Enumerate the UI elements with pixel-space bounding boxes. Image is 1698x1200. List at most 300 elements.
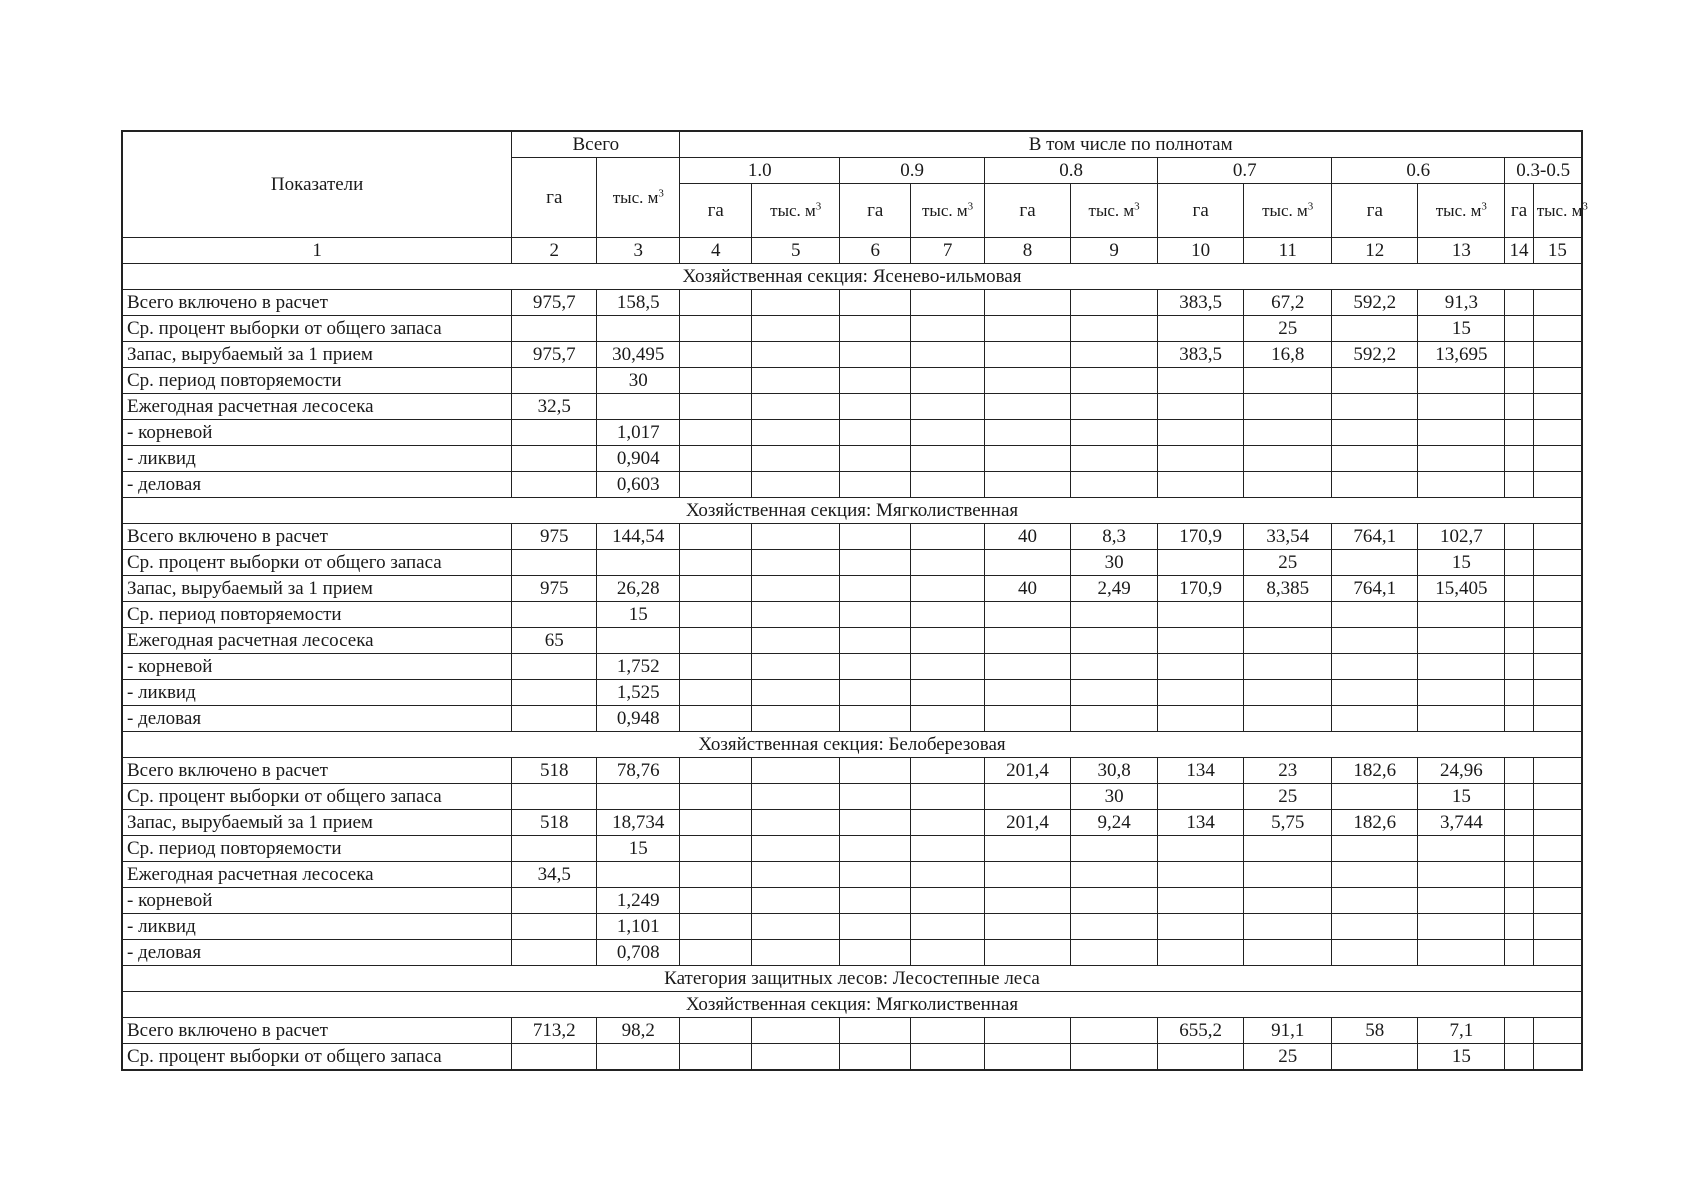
table-cell (1071, 862, 1158, 888)
density-header: 1.0 (680, 158, 840, 184)
table-cell: 16,8 (1244, 342, 1332, 368)
table-cell (1071, 394, 1158, 420)
table-cell (680, 394, 752, 420)
table-row (122, 784, 1582, 810)
row-label: Всего включено в расчет (122, 290, 512, 316)
table-cell (911, 394, 985, 420)
table-cell (911, 472, 985, 498)
table-cell (1505, 576, 1533, 602)
table-row (122, 628, 1582, 654)
table-cell (985, 472, 1071, 498)
table-cell: 91,3 (1418, 290, 1505, 316)
table-cell (1332, 602, 1418, 628)
table-cell (1418, 394, 1505, 420)
table-cell (1332, 706, 1418, 732)
table-row (122, 290, 1582, 316)
table-cell: 1,249 (597, 888, 680, 914)
table-cell (680, 576, 752, 602)
table-row (122, 420, 1582, 446)
table-cell (1071, 420, 1158, 446)
table-cell (911, 836, 985, 862)
table-cell: 9,24 (1071, 810, 1158, 836)
row-label: Запас, вырубаемый за 1 прием (122, 342, 512, 368)
table-cell (680, 602, 752, 628)
table-cell: 98,2 (597, 1018, 680, 1044)
table-cell: 1,101 (597, 914, 680, 940)
table-cell (911, 550, 985, 576)
row-label: - ликвид (122, 680, 512, 706)
table-cell: 34,5 (512, 862, 597, 888)
table-cell (1332, 836, 1418, 862)
table-row (122, 810, 1582, 836)
table-row (122, 394, 1582, 420)
table-cell (1244, 888, 1332, 914)
table-cell (597, 628, 680, 654)
table-cell (1505, 420, 1533, 446)
table-cell (1158, 784, 1244, 810)
table-cell (680, 316, 752, 342)
table-cell: 592,2 (1332, 290, 1418, 316)
table-cell (752, 810, 840, 836)
table-cell (1158, 394, 1244, 420)
table-cell (1533, 706, 1582, 732)
table-cell (597, 784, 680, 810)
row-label: - деловая (122, 940, 512, 966)
table-cell (512, 914, 597, 940)
table-cell (1505, 758, 1533, 784)
table-cell (1505, 862, 1533, 888)
table-cell (1332, 446, 1418, 472)
table-cell (752, 290, 840, 316)
table-cell (1071, 368, 1158, 394)
table-cell (512, 602, 597, 628)
table-cell (1244, 654, 1332, 680)
table-cell (752, 888, 840, 914)
table-cell: 1,017 (597, 420, 680, 446)
table-cell (840, 914, 911, 940)
table-cell (840, 1044, 911, 1071)
table-cell (911, 576, 985, 602)
volume-header: тыс. $м^3$ (1533, 184, 1582, 238)
table-cell (1418, 862, 1505, 888)
table-cell (1505, 316, 1533, 342)
felling-calculation-table (121, 130, 1588, 1071)
table-cell (840, 706, 911, 732)
table-row (122, 862, 1582, 888)
table-cell: 8,385 (1244, 576, 1332, 602)
table-cell (512, 368, 597, 394)
table-cell: 58 (1332, 1018, 1418, 1044)
table-cell (840, 524, 911, 550)
table-cell (1533, 576, 1582, 602)
table-cell (680, 940, 752, 966)
table-cell (1533, 602, 1582, 628)
table-cell: 0,904 (597, 446, 680, 472)
row-label: - деловая (122, 706, 512, 732)
row-label: Всего включено в расчет (122, 758, 512, 784)
table-cell (1158, 1044, 1244, 1071)
table-cell (840, 342, 911, 368)
volume-header: тыс. $м^3$ (1418, 184, 1505, 238)
table-cell (1332, 394, 1418, 420)
table-cell (1071, 914, 1158, 940)
table-cell (752, 784, 840, 810)
table-cell (1244, 706, 1332, 732)
table-cell (752, 368, 840, 394)
table-cell: 518 (512, 758, 597, 784)
table-cell (985, 290, 1071, 316)
table-row (122, 472, 1582, 498)
table-cell (911, 316, 985, 342)
table-cell (911, 1044, 985, 1071)
table-cell (1418, 472, 1505, 498)
table-cell: 201,4 (985, 810, 1071, 836)
table-cell (911, 914, 985, 940)
table-cell (512, 888, 597, 914)
density-header: 0.7 (1158, 158, 1332, 184)
table-cell (1418, 602, 1505, 628)
table-row (122, 1018, 1582, 1044)
table-cell (680, 706, 752, 732)
table-cell (680, 784, 752, 810)
table-cell (752, 524, 840, 550)
table-cell: 40 (985, 576, 1071, 602)
table-cell (752, 342, 840, 368)
table-cell (1418, 680, 1505, 706)
table-cell (985, 446, 1071, 472)
table-cell (840, 940, 911, 966)
table-cell (1533, 524, 1582, 550)
table-cell (1505, 446, 1533, 472)
table-cell: 33,54 (1244, 524, 1332, 550)
table-cell: 13,695 (1418, 342, 1505, 368)
table-cell: 30 (597, 368, 680, 394)
table-cell: 201,4 (985, 758, 1071, 784)
table-cell (1533, 784, 1582, 810)
ha-header: га (1505, 184, 1533, 238)
table-cell: 975 (512, 524, 597, 550)
table-row (122, 602, 1582, 628)
table-cell (1505, 810, 1533, 836)
table-row (122, 524, 1582, 550)
column-number: 5 (752, 238, 840, 264)
row-label: Запас, вырубаемый за 1 прием (122, 810, 512, 836)
table-cell (680, 342, 752, 368)
volume-header: тыс. $м^3$ (752, 184, 840, 238)
volume-header: тыс. $м^3$ (1244, 184, 1332, 238)
row-label: Ежегодная расчетная лесосека (122, 394, 512, 420)
table-cell (1418, 888, 1505, 914)
table-cell (1071, 836, 1158, 862)
table-cell (911, 342, 985, 368)
total-volume-header: тыс. $м^3$ (597, 158, 680, 238)
table-cell (911, 368, 985, 394)
table-cell: 182,6 (1332, 758, 1418, 784)
table-cell (1533, 290, 1582, 316)
table-cell (840, 290, 911, 316)
row-label: - корневой (122, 420, 512, 446)
table-cell (840, 888, 911, 914)
table-cell (985, 1018, 1071, 1044)
table-cell (1332, 862, 1418, 888)
table-cell (985, 680, 1071, 706)
table-cell (911, 446, 985, 472)
table-cell (1505, 940, 1533, 966)
table-cell (1244, 836, 1332, 862)
table-cell: 30 (1071, 550, 1158, 576)
column-number: 13 (1418, 238, 1505, 264)
table-cell (680, 368, 752, 394)
ha-header: га (985, 184, 1071, 238)
density-header: 0.8 (985, 158, 1158, 184)
table-cell (985, 836, 1071, 862)
row-label: - корневой (122, 888, 512, 914)
table-cell (1158, 836, 1244, 862)
density-header: 0.6 (1332, 158, 1505, 184)
table-cell (1505, 290, 1533, 316)
table-cell (1418, 914, 1505, 940)
table-cell (1505, 888, 1533, 914)
table-cell (840, 836, 911, 862)
table-cell: 23 (1244, 758, 1332, 784)
table-cell (752, 394, 840, 420)
table-cell (1418, 628, 1505, 654)
column-number: 6 (840, 238, 911, 264)
table-cell (597, 316, 680, 342)
row-label: Запас, вырубаемый за 1 прием (122, 576, 512, 602)
table-cell (680, 446, 752, 472)
table-cell (840, 550, 911, 576)
column-number: 10 (1158, 238, 1244, 264)
table-cell (840, 446, 911, 472)
table-row (122, 550, 1582, 576)
table-cell (1158, 914, 1244, 940)
table-cell (1244, 446, 1332, 472)
table-cell (1071, 602, 1158, 628)
column-number: 14 (1505, 238, 1533, 264)
table-cell (680, 836, 752, 862)
table-cell (512, 472, 597, 498)
table-row (122, 342, 1582, 368)
table-cell (680, 680, 752, 706)
table-cell: 15 (597, 836, 680, 862)
table-cell (1158, 316, 1244, 342)
table-cell (911, 810, 985, 836)
column-number: 9 (1071, 238, 1158, 264)
table-cell (752, 1044, 840, 1071)
table-cell (840, 628, 911, 654)
table-cell (1071, 446, 1158, 472)
table-cell: 518 (512, 810, 597, 836)
table-cell (1505, 628, 1533, 654)
table-row (122, 940, 1582, 966)
table-cell: 18,734 (597, 810, 680, 836)
table-cell (752, 758, 840, 784)
table-cell: 15 (1418, 784, 1505, 810)
table-cell (1418, 654, 1505, 680)
table-cell (1071, 472, 1158, 498)
table-cell (680, 810, 752, 836)
table-cell (1418, 446, 1505, 472)
total-ha-header: га (512, 158, 597, 238)
table-cell (985, 706, 1071, 732)
table-cell: 170,9 (1158, 576, 1244, 602)
table-cell (752, 654, 840, 680)
table-cell: 134 (1158, 758, 1244, 784)
table-cell (985, 888, 1071, 914)
table-cell: 30,8 (1071, 758, 1158, 784)
row-label: - корневой (122, 654, 512, 680)
table-row (122, 914, 1582, 940)
section-title: Хозяйственная секция: Мягколиственная (122, 498, 1582, 524)
table-cell (680, 290, 752, 316)
table-cell (680, 472, 752, 498)
table-cell: 144,54 (597, 524, 680, 550)
table-cell (1158, 420, 1244, 446)
table-cell: 15 (597, 602, 680, 628)
table-cell (1158, 550, 1244, 576)
table-cell (1158, 472, 1244, 498)
table-cell (1158, 446, 1244, 472)
section-title: Хозяйственная секция: Белоберезовая (122, 732, 1582, 758)
table-cell: 15 (1418, 550, 1505, 576)
table-cell (840, 862, 911, 888)
table-cell (1244, 628, 1332, 654)
table-cell (512, 836, 597, 862)
forest-table-sheet (121, 130, 1588, 1071)
table-cell (985, 602, 1071, 628)
table-row (122, 576, 1582, 602)
table-cell (512, 784, 597, 810)
table-cell: 91,1 (1244, 1018, 1332, 1044)
section-title: Хозяйственная секция: Мягколиственная (122, 992, 1582, 1018)
volume-header: тыс. $м^3$ (1071, 184, 1158, 238)
table-cell (1533, 888, 1582, 914)
table-cell (512, 420, 597, 446)
table-cell (680, 758, 752, 784)
table-body (122, 264, 1582, 1071)
table-row (122, 1044, 1582, 1071)
table-cell (1505, 706, 1533, 732)
table-cell (680, 862, 752, 888)
table-cell (840, 784, 911, 810)
table-cell (1158, 940, 1244, 966)
table-cell (1071, 888, 1158, 914)
row-label: Ср. процент выборки от общего запаса (122, 316, 512, 342)
table-cell (1071, 290, 1158, 316)
table-cell: 8,3 (1071, 524, 1158, 550)
table-cell (911, 888, 985, 914)
table-cell (911, 654, 985, 680)
table-cell (752, 550, 840, 576)
table-cell (752, 940, 840, 966)
table-cell (1533, 810, 1582, 836)
table-cell: 975,7 (512, 342, 597, 368)
density-header: 0.3-0.5 (1505, 158, 1582, 184)
category-title: Категория защитных лесов: Лесостепные леса (122, 966, 1582, 992)
table-cell (985, 394, 1071, 420)
table-cell (680, 888, 752, 914)
row-label: Ср. период повторяемости (122, 836, 512, 862)
table-cell (512, 550, 597, 576)
table-cell (1505, 368, 1533, 394)
table-row (122, 888, 1582, 914)
table-cell (1533, 836, 1582, 862)
table-cell (752, 602, 840, 628)
table-cell (752, 576, 840, 602)
table-cell (597, 862, 680, 888)
column-number: 4 (680, 238, 752, 264)
table-cell (597, 394, 680, 420)
table-cell (840, 576, 911, 602)
table-cell (752, 472, 840, 498)
column-number: 15 (1533, 238, 1582, 264)
table-cell: 713,2 (512, 1018, 597, 1044)
table-cell (840, 1018, 911, 1044)
table-cell (840, 810, 911, 836)
table-cell (1332, 368, 1418, 394)
ha-header: га (680, 184, 752, 238)
table-row (122, 680, 1582, 706)
table-cell (1158, 368, 1244, 394)
section-title: Хозяйственная секция: Ясенево-ильмовая (122, 264, 1582, 290)
table-cell (985, 654, 1071, 680)
column-number: 2 (512, 238, 597, 264)
table-cell: 3,744 (1418, 810, 1505, 836)
table-cell: 65 (512, 628, 597, 654)
table-cell (1505, 550, 1533, 576)
table-cell (512, 446, 597, 472)
table-cell (680, 550, 752, 576)
table-cell (1332, 1044, 1418, 1071)
table-cell (911, 290, 985, 316)
table-cell (911, 758, 985, 784)
table-cell (680, 420, 752, 446)
table-cell: 655,2 (1158, 1018, 1244, 1044)
table-cell (911, 1018, 985, 1044)
table-cell (752, 706, 840, 732)
table-cell (911, 784, 985, 810)
row-label: Ср. процент выборки от общего запаса (122, 550, 512, 576)
table-cell: 15 (1418, 316, 1505, 342)
table-cell (911, 628, 985, 654)
table-cell (1244, 914, 1332, 940)
table-cell (840, 602, 911, 628)
table-row (122, 706, 1582, 732)
table-cell: 78,76 (597, 758, 680, 784)
density-header: 0.9 (840, 158, 985, 184)
table-row (122, 446, 1582, 472)
table-cell (840, 316, 911, 342)
row-label: - ликвид (122, 914, 512, 940)
table-cell: 25 (1244, 784, 1332, 810)
table-cell (1418, 836, 1505, 862)
column-number: 7 (911, 238, 985, 264)
table-cell: 0,708 (597, 940, 680, 966)
table-cell (1533, 368, 1582, 394)
table-cell (1332, 784, 1418, 810)
table-cell (512, 940, 597, 966)
table-cell (1244, 602, 1332, 628)
table-cell (512, 654, 597, 680)
table-cell (1158, 706, 1244, 732)
table-cell (1158, 862, 1244, 888)
table-cell (680, 1018, 752, 1044)
table-cell: 592,2 (1332, 342, 1418, 368)
table-cell: 383,5 (1158, 290, 1244, 316)
table-cell (1505, 784, 1533, 810)
table-cell (1505, 680, 1533, 706)
